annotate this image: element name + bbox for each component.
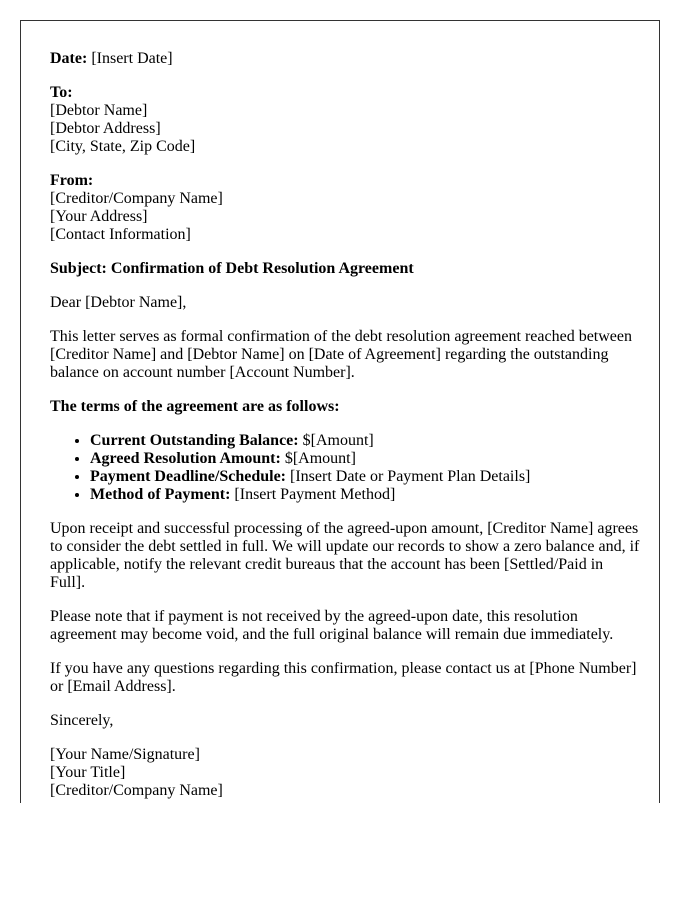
- letter-page: [20, 20, 660, 803]
- terms-list-item: [90, 450, 640, 468]
- signature-name: [Your Name/Signature]: [50, 746, 200, 763]
- contact-information: [Contact Information]: [50, 226, 191, 243]
- term-label: Agreed Resolution Amount:: [90, 450, 281, 467]
- term-label: Payment Deadline/Schedule:: [90, 468, 286, 485]
- note-paragraph: Please note that if payment is not received by the agreed-upon date, this resolution agreement may become void, and the full original balance will remain due immediately.: [50, 608, 614, 643]
- debtor-address: [Debtor Address]: [50, 120, 161, 137]
- sender-address: [Your Address]: [50, 208, 148, 225]
- term-value: [Insert Date or Payment Plan Details]: [286, 468, 531, 485]
- subject-text: Subject: Confirmation of Debt Resolution Agreement: [50, 260, 414, 277]
- term-value: $[Amount]: [280, 450, 356, 467]
- date-label: Date:: [50, 50, 88, 67]
- from-label: From:: [50, 172, 94, 189]
- debtor-city-state-zip: [City, State, Zip Code]: [50, 138, 196, 155]
- terms-list-item: [90, 468, 640, 486]
- debtor-name: [Debtor Name]: [50, 102, 148, 119]
- letter-content: [50, 50, 640, 816]
- terms-list-item: [90, 432, 640, 450]
- subject-line: [50, 260, 640, 278]
- term-label: Current Outstanding Balance:: [90, 432, 299, 449]
- term-value: $[Amount]: [298, 432, 374, 449]
- date-line: [50, 50, 640, 68]
- recipient-block: [50, 84, 640, 156]
- settlement-paragraph: Upon receipt and successful processing of the agreed-upon amount, [Creditor Name] agrees to consider the debt settled in full. We will update our records to show a zero balance and, if applicable, notify the relevant credit bureaus that the account has been [Settled/Paid in Full].: [50, 520, 640, 591]
- term-value: [Insert Payment Method]: [230, 486, 396, 503]
- term-label: Method of Payment:: [90, 486, 231, 503]
- terms-heading: [50, 398, 640, 416]
- date-value: [Insert Date]: [87, 50, 173, 67]
- terms-heading-text: The terms of the agreement are as follows:: [50, 398, 340, 415]
- intro-paragraph: This letter serves as formal confirmation of the debt resolution agreement reached between [Creditor Name] and [Debtor Name] on [Date of Agreement] regarding the outstanding balance on account number [Account Number].: [50, 328, 632, 381]
- signature-block: [50, 746, 640, 800]
- signature-title: [Your Title]: [50, 764, 126, 781]
- contact-paragraph: If you have any questions regarding this confirmation, please contact us at [Phone Number] or [Email Address].: [50, 660, 637, 695]
- terms-list: [50, 432, 640, 504]
- salutation: Dear [Debtor Name],: [50, 294, 187, 311]
- signature-company: [Creditor/Company Name]: [50, 782, 223, 799]
- terms-list-item: [90, 486, 640, 504]
- to-label: To:: [50, 84, 73, 101]
- creditor-name: [Creditor/Company Name]: [50, 190, 223, 207]
- sender-block: [50, 172, 640, 244]
- closing: Sincerely,: [50, 712, 114, 729]
